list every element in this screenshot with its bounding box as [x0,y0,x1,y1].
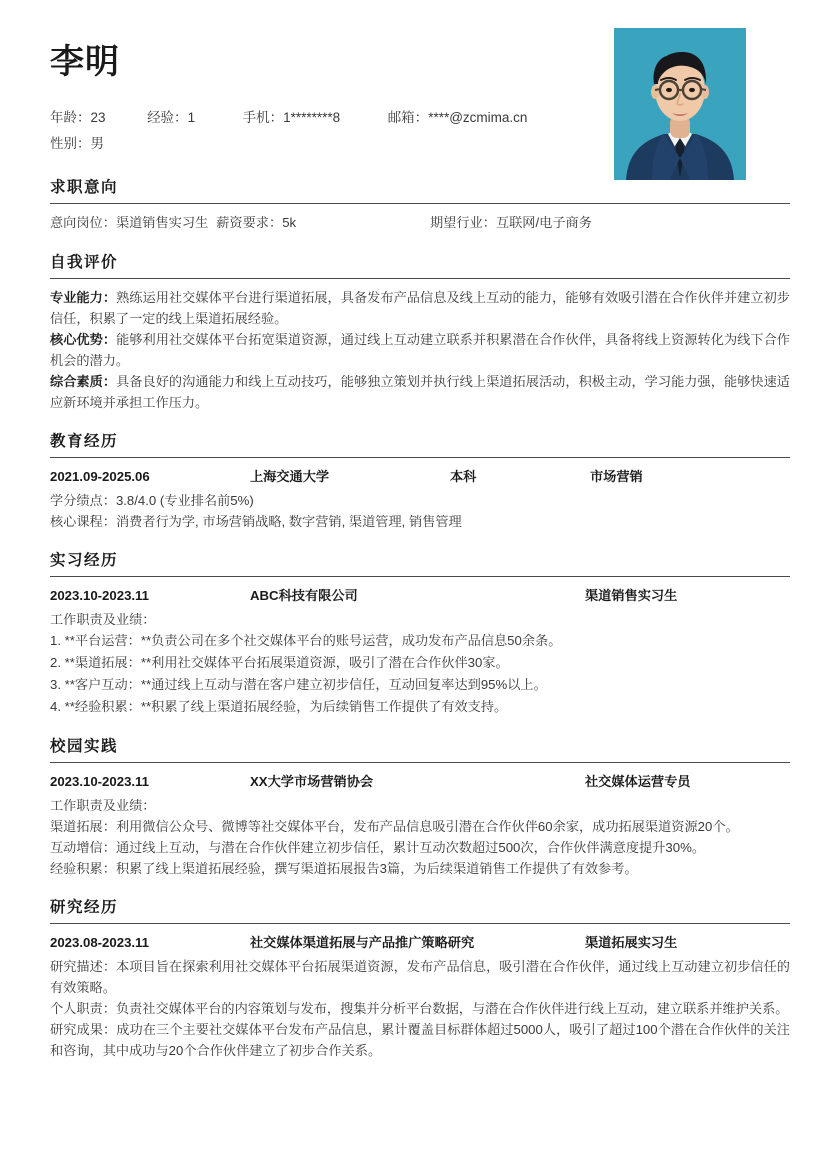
campus-practice-text: 积累了线上渠道拓展经验，撰写渠道拓展报告3篇，为后续渠道销售工作提供了有效参考。 [115,861,638,876]
spacer [0,879,820,895]
section-education [0,429,820,532]
campus-practice-item [50,858,790,879]
research-label: 研究成果： [50,1022,117,1037]
section-title-job-intention: 求职意向 [50,179,119,196]
portrait-illustration [614,28,746,180]
section-self-evaluation [0,250,820,413]
job-intention-right [430,212,790,234]
campus-practice-date: 2023.10-2023.11 [50,774,150,789]
research-label: 个人职责： [50,1001,116,1016]
spacer [0,532,820,548]
education-gpa [50,490,790,511]
job-intention-left [50,212,430,234]
section-divider [50,576,790,577]
industry-value: 互联网/电子商务 [495,215,592,230]
section-divider [50,457,790,458]
internship-bullet: 2. **渠道拓展：**利用社交媒体平台拓展渠道资源，吸引了潜在合作伙伴30家。 [50,655,509,670]
section-title-internship: 实习经历 [50,552,119,569]
internship-bullet: 3. **客户互动：**通过线上互动与潜在客户建立初步信任，互动回复率达到95%以上。 [50,677,547,692]
candidate-name: 李明 [50,43,120,81]
industry-label: 期望行业： [430,215,496,230]
research-item [50,998,790,1019]
section-job-intention [0,175,820,234]
campus-practice-item [50,837,790,858]
self-eval-item [50,287,790,329]
education-school: 上海交通大学 [250,469,330,484]
position-value: 渠道销售实习生 [115,215,209,230]
age-field [50,105,106,131]
internship-role: 渠道销售实习生 [585,588,678,603]
spacer [0,413,820,429]
research-text: 本项目旨在探索利用社交媒体平台拓展渠道资源，发布产品信息，吸引潜在合作伙伴，通过线上互动建立初步信任的有效策略。 [50,959,790,995]
resume-header [0,0,820,175]
research-text: 负责社交媒体平台的内容策划与发布，搜集并分析平台数据，与潜在合作伙伴进行线上互动，建立联系并维护关系。 [115,1001,789,1016]
courses-label: 核心课程： [50,514,116,529]
self-eval-label: 核心优势： [50,332,117,347]
campus-practice-label: 经验积累： [50,861,116,876]
education-date: 2021.09-2025.06 [50,469,150,484]
section-title-campus-practice: 校园实践 [50,738,119,755]
section-title-self-evaluation: 自我评价 [50,254,119,271]
research-item [50,1019,790,1061]
research-label: 研究描述： [50,959,117,974]
age-value: 23 [90,109,106,125]
research-date: 2023.08-2023.11 [50,935,150,950]
spacer [0,718,820,734]
education-courses [50,511,790,532]
self-eval-text: 熟练运用社交媒体平台进行渠道拓展，具备发布产品信息及线上互动的能力，能够有效吸引潜在合作伙伴并建立初步信任，积累了一定的线上渠道拓展经验。 [50,290,790,326]
gender-value: 男 [90,135,104,151]
education-major: 市场营销 [590,469,643,484]
section-divider [50,278,790,279]
internship-bullet: 1. **平台运营：**负责公司在多个社交媒体平台的账号运营，成功发布产品信息50余条。 [50,633,562,648]
salary-value: 5k [282,215,297,230]
campus-practice-role: 社交媒体运营专员 [585,774,691,789]
education-row [50,466,790,488]
section-divider [50,203,790,204]
internship-duties-label: 工作职责及业绩： [50,612,156,627]
self-eval-text: 能够利用社交媒体平台拓宽渠道资源，通过线上互动建立联系并积累潜在合作伙伴，具备将线上资源转化为线下合作机会的潜力。 [50,332,790,368]
internship-date: 2023.10-2023.11 [50,588,150,603]
campus-practice-text: 利用微信公众号、微博等社交媒体平台，发布产品信息吸引潜在合作伙伴60余家，成功拓展渠道资源20个。 [115,819,739,834]
email-label: 邮箱： [387,109,429,125]
research-project: 社交媒体渠道拓展与产品推广策略研究 [250,935,475,950]
section-research [0,895,820,1061]
position-label: 意向岗位： [50,215,116,230]
section-internship [0,548,820,718]
section-title-education: 教育经历 [50,433,119,450]
courses-value: 消费者行为学, 市场营销战略, 数字营销, 渠道管理, 销售管理 [115,514,462,529]
job-intention-row [50,212,790,234]
experience-label: 经验： [147,109,188,125]
email-field [388,105,528,131]
internship-company: ABC科技有限公司 [250,588,358,603]
salary-label: 薪资要求： [216,215,283,230]
experience-value: 1 [187,109,196,125]
gpa-label: 学分绩点： [50,493,116,508]
campus-practice-row [50,771,790,793]
research-row [50,932,790,954]
section-campus-practice [0,734,820,879]
email-value: ****@zcmima.cn [428,109,528,125]
phone-value: 1********8 [283,109,341,125]
campus-practice-item [50,816,790,837]
research-role: 渠道拓展实习生 [585,935,678,950]
self-eval-item [50,329,790,371]
section-divider [50,923,790,924]
internship-bullet: 4. **经验积累：**积累了线上渠道拓展经验，为后续销售工作提供了有效支持。 [50,699,508,714]
campus-practice-duties-label: 工作职责及业绩： [50,798,156,813]
campus-practice-label: 互动增信： [50,840,116,855]
phone-label: 手机： [242,109,284,125]
self-eval-label: 专业能力： [50,290,117,305]
campus-practice-text: 通过线上互动，与潜在合作伙伴建立初步信任，累计互动次数超过500次，合作伙伴满意度提升30%。 [115,840,706,855]
spacer [0,234,820,250]
internship-row [50,585,790,607]
self-eval-label: 综合素质： [50,374,117,389]
experience-field [147,105,195,131]
phone-field [243,105,341,131]
campus-practice-label: 渠道拓展： [50,819,116,834]
gender-field [50,131,104,157]
gpa-value: 3.8/4.0 (专业排名前5%) [115,493,254,508]
gender-label: 性别： [50,135,91,151]
candidate-photo [614,28,746,180]
research-item [50,956,790,998]
research-text: 成功在三个主要社交媒体平台发布产品信息，累计覆盖目标群体超过5000人，吸引了超过100个潜在合作伙伴的关注和咨询，其中成功与20个合作伙伴建立了初步合作关系。 [50,1022,790,1058]
age-label: 年龄： [50,109,91,125]
self-eval-item [50,371,790,413]
section-title-research: 研究经历 [50,899,119,916]
section-divider [50,762,790,763]
campus-practice-organization: XX大学市场营销协会 [250,774,374,789]
self-eval-text: 具备良好的沟通能力和线上互动技巧，能够独立策划并执行线上渠道拓展活动，积极主动，学习能力强，能够快速适应新环境并承担工作压力。 [50,374,790,410]
education-degree: 本科 [450,469,477,484]
